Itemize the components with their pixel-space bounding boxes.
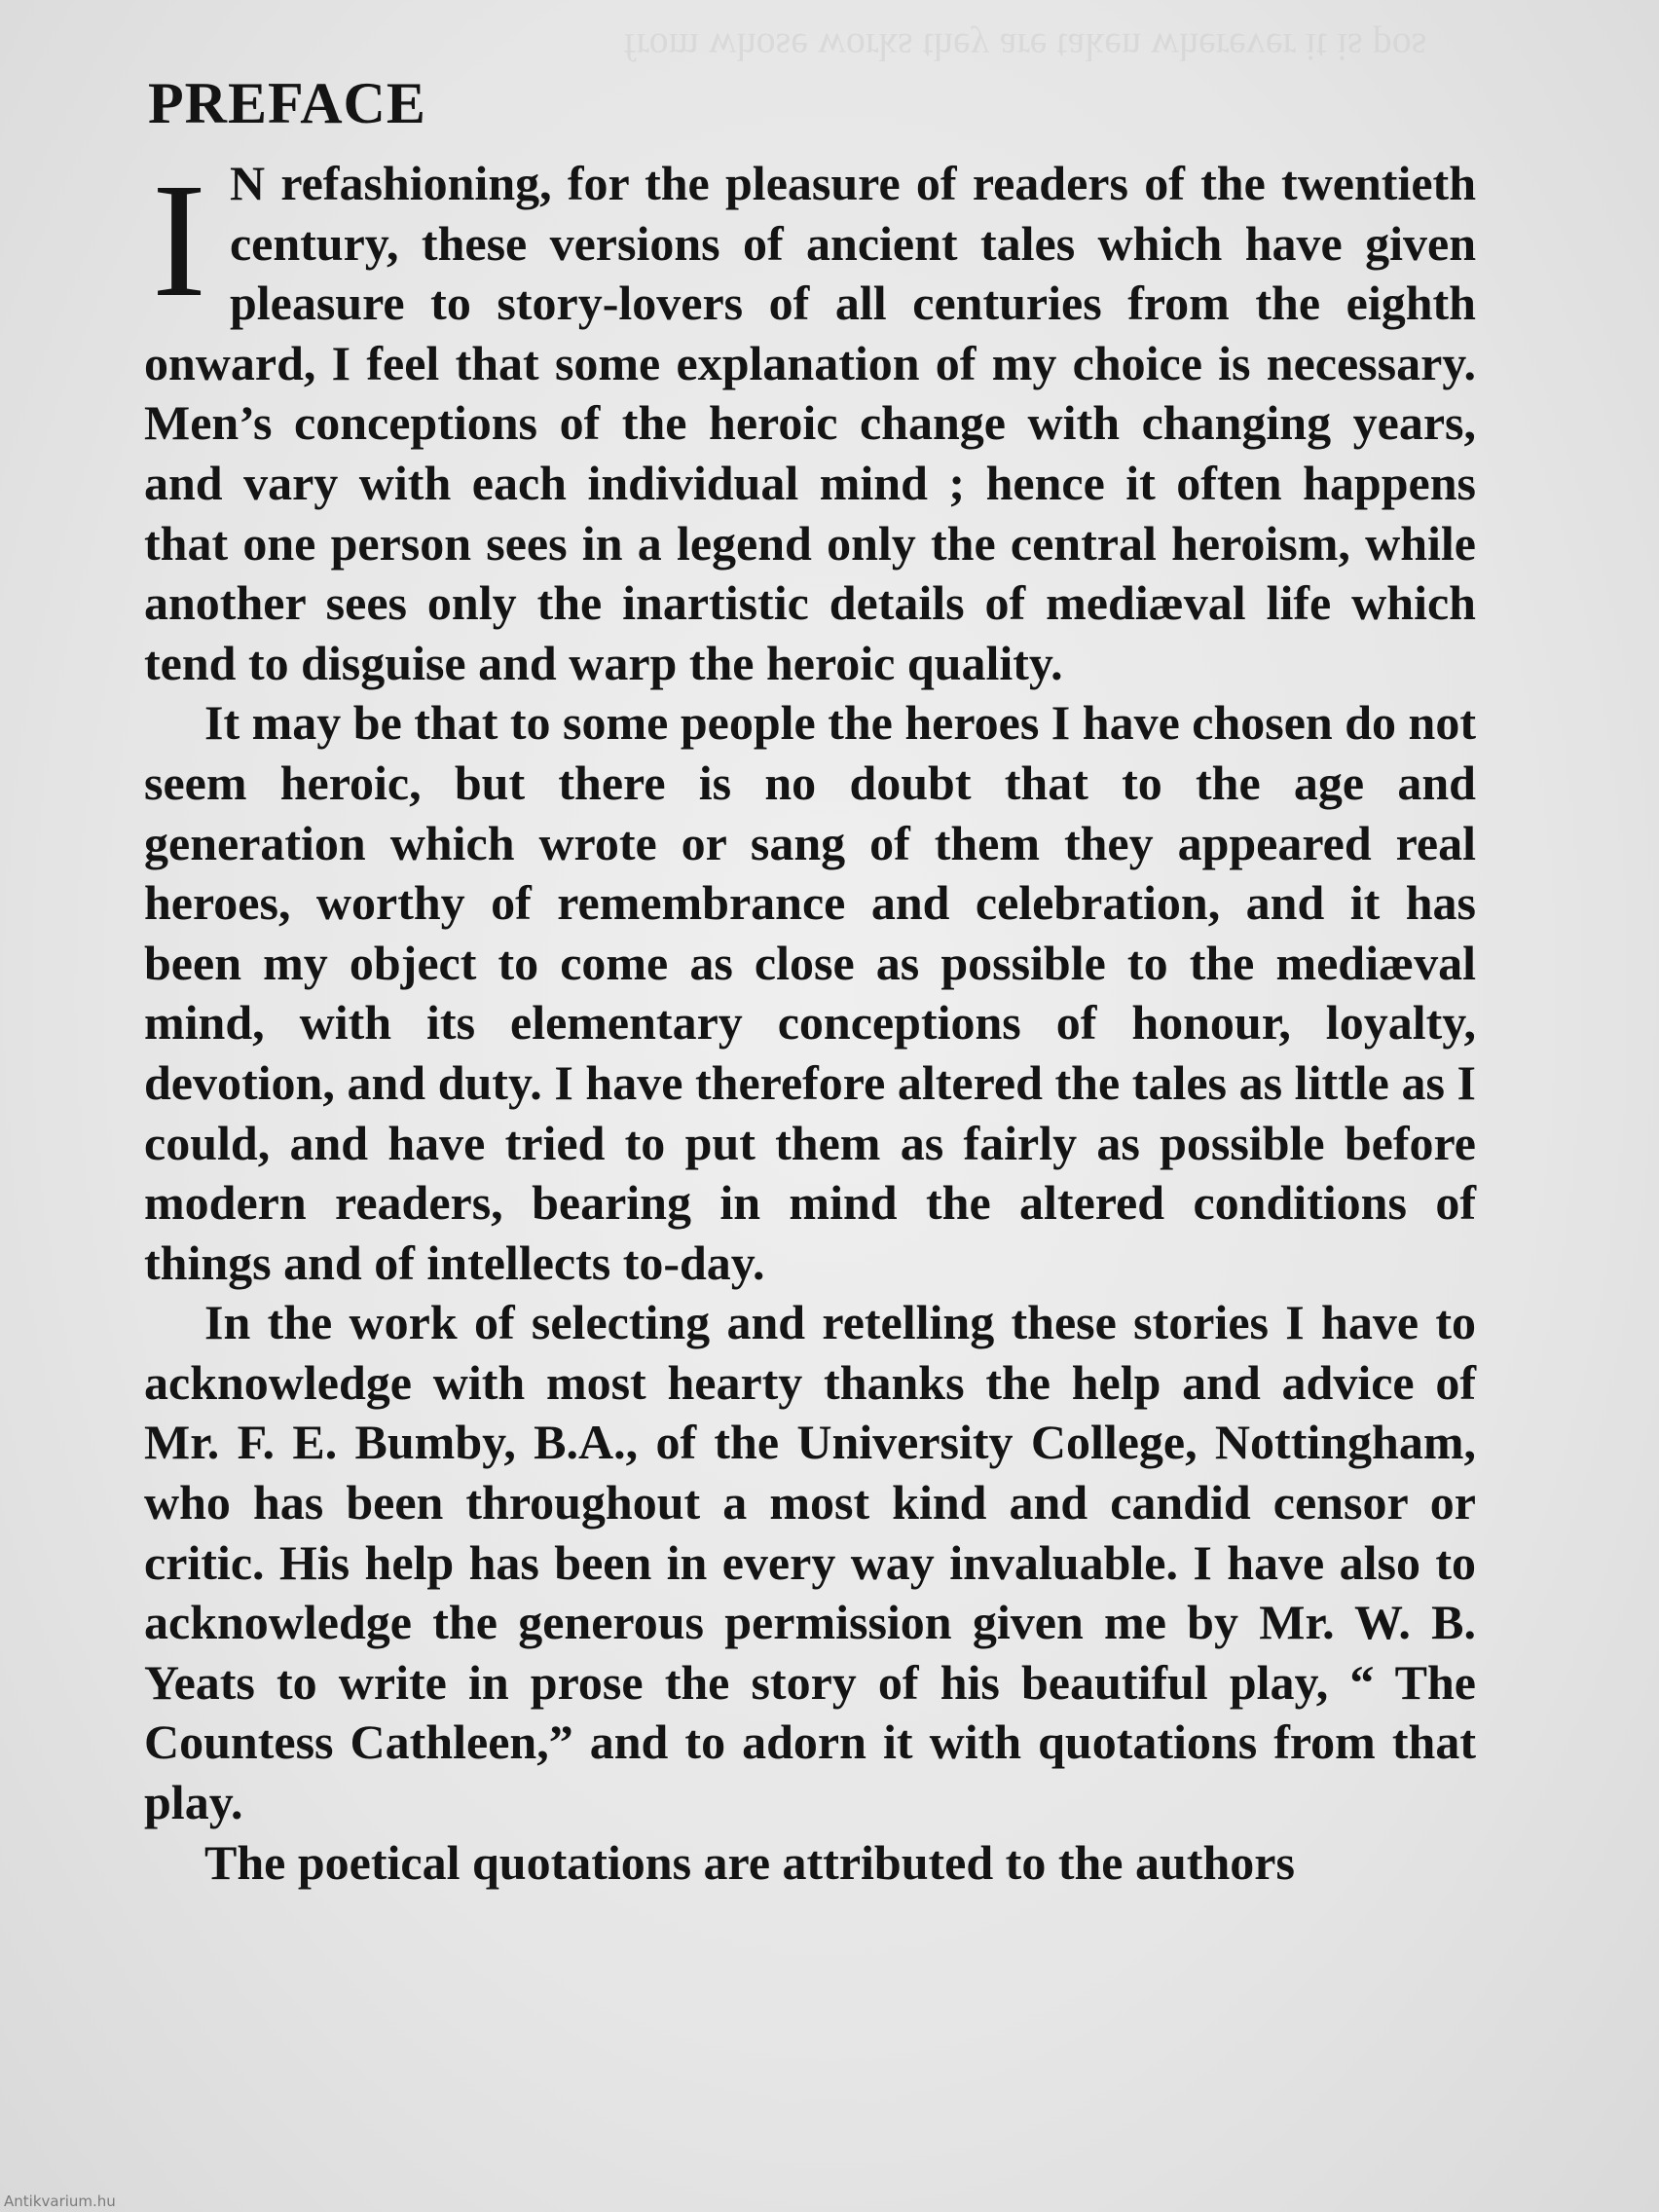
bleed-through-text: from whose works they are taken wherever it is pos bbox=[623, 25, 1427, 69]
body-text bbox=[144, 150, 1476, 1893]
paragraph-1 bbox=[144, 150, 1476, 693]
watermark: Antikvarium.hu bbox=[4, 2193, 116, 2210]
paragraph-3: In the work of selecting and retelling these stories I have to acknowledge with most hearty thanks the help and advice of Mr. F. E. Bumby, B.A., of the University College, Nottingham, who has been throughout a most kind and candid censor or critic. His help has been in every way invaluable. I have also to acknowledge the generous permission given me by Mr. W. B. Yeats to write in prose the story of his beautiful play, “ The Countess Cathleen,” and to adorn it with quotations from that play. bbox=[144, 1295, 1476, 1830]
page-heading: PREFACE bbox=[148, 71, 426, 135]
drop-cap: I bbox=[152, 150, 206, 331]
paragraph-4: The poetical quotations are attributed to the authors bbox=[204, 1834, 1295, 1890]
paragraph-1-text: N refashioning, for the pleasure of readers of the twentieth century, these versions of ancient tales which have given pleasure to story-lovers of all centuries from the eighth onward, I feel that some explanation of my choice is necessary. Men’s conceptions of the heroic change with changing years, and vary with each individual mind ; hence it often happens that one person sees in a legend only the central heroism, while another sees only the inartistic details of mediæval life which tend to disguise and warp the heroic quality. bbox=[144, 156, 1476, 690]
paragraph-2: It may be that to some people the heroes I have chosen do not seem heroic, but there is no doubt that to the age and generation which wrote or sang of them they appeared real heroes, worthy of remembrance and celebration, and it has been my object to come as close as possible to the mediæval mind, with its elementary conceptions of honour, loyalty, devotion, and duty. I have therefore altered the tales as little as I could, and have tried to put them as fairly as possible before modern readers, bearing in mind the altered conditions of things and of intellects to-day. bbox=[144, 695, 1476, 1290]
